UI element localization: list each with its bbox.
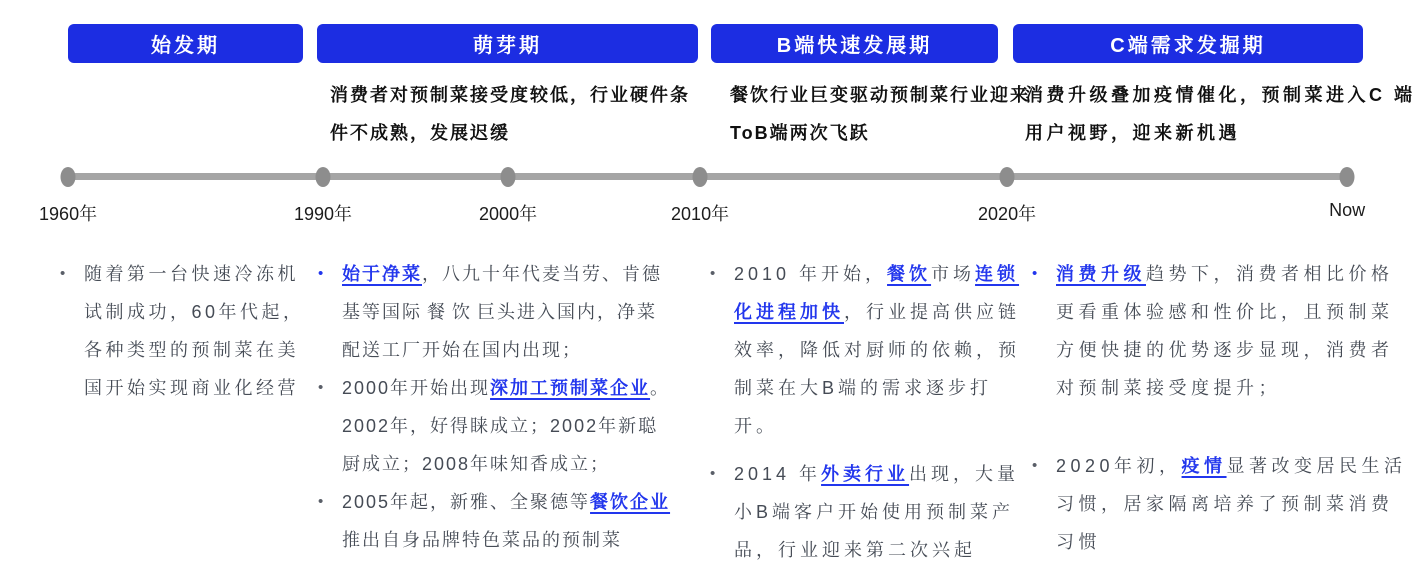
timeline-dot [316,167,331,187]
phase-3-header [711,24,998,63]
bullet-item [318,255,672,369]
bullet-text: 消费升级趋势下，消费者相比价格更看重体验感和性价比，且预制菜方便快捷的优势逐步显现，消费者对预制菜接受度提升； [1056,264,1394,398]
bullet-item [710,255,1026,445]
bullet-item [318,369,672,483]
phase-1-title: 始发期 [151,35,220,57]
phase-4-subtitle: 消费升级叠加疫情催化，预制菜进入C 端用户视野，迎来新机遇 [1025,85,1416,143]
bullet-text: 2020年初，疫情显著改变居民生活习惯，居家隔离培养了预制菜消费习惯 [1056,456,1407,552]
bullet-marker-icon: • [710,465,720,482]
timeline-dot [1000,167,1015,187]
bullet-item [318,483,672,559]
timeline-year-label: 2000年 [479,204,538,224]
phase-2-header [317,24,698,63]
bullet-text: 始于净菜，八九十年代麦当劳、肯德基等国际 餐 饮 巨头进入国内，净菜配送工厂开始在国内出现； [342,264,662,360]
timeline-year-label: 2020年 [978,204,1037,224]
timeline-dot [1340,167,1355,187]
bullet-marker-icon: • [318,265,326,282]
phase-2-title: 萌芽期 [473,35,542,57]
phase-3-subtitle: 餐饮行业巨变驱动预制菜行业迎来ToB端两次飞跃 [730,85,1030,143]
bullet-text: 2010 年开始，餐饮市场连锁化进程加快，行业提高供应链效率，降低对厨师的依赖，预制菜在大B端的需求逐步打开。 [734,264,1020,436]
timeline-dot [693,167,708,187]
bullet-marker-icon: • [1032,457,1042,474]
timeline-year-label: Now [1329,200,1366,220]
bullet-text: 2014 年外卖行业出现，大量小B端客户开始使用预制菜产品，行业迎来第二次兴起 [734,464,1020,560]
bullet-marker-icon: • [318,493,326,510]
timeline-year-label: 1990年 [293,204,353,224]
bullet-item [1032,255,1410,407]
bullet-item [710,455,1026,563]
bullet-marker-icon: • [60,265,69,282]
bullet-item [1032,447,1410,561]
timeline-year-label: 1960年 [39,204,98,224]
bullet-marker-icon: • [318,379,326,396]
phase-1-header [68,24,303,63]
phase-4-header [1013,24,1363,63]
bullet-text: 2005年起，新雅、全聚德等餐饮企业推出自身品牌特色菜品的预制菜 [342,492,671,550]
bullet-marker-icon: • [710,265,720,282]
bullet-marker-icon: • [1032,265,1042,282]
phase-1-bullets [60,255,308,407]
timeline-dot [61,167,76,187]
phase-2-bullets [318,255,672,559]
bullet-item [60,255,308,407]
phase-4-bullets [1032,255,1410,561]
timeline-dot [501,167,516,187]
phase-3-title: B端快速发展期 [776,35,933,57]
phase-4-title: C端需求发掘期 [1110,35,1266,57]
bullet-text: 2000年开始出现深加工预制菜企业。2002年，好得睐成立；2002年新聪厨成立；2008年味知香成立； [342,378,671,474]
phase-3-bullets [710,255,1026,563]
phase-2-subtitle: 消费者对预制菜接受度较低，行业硬件条件不成熟，发展迟缓 [330,85,690,143]
timeline-year-label: 2010年 [671,204,730,224]
bullet-text: 随着第一台快速冷冻机试制成功，60年代起，各种类型的预制菜在美国开始实现商业化经营 [84,264,305,398]
